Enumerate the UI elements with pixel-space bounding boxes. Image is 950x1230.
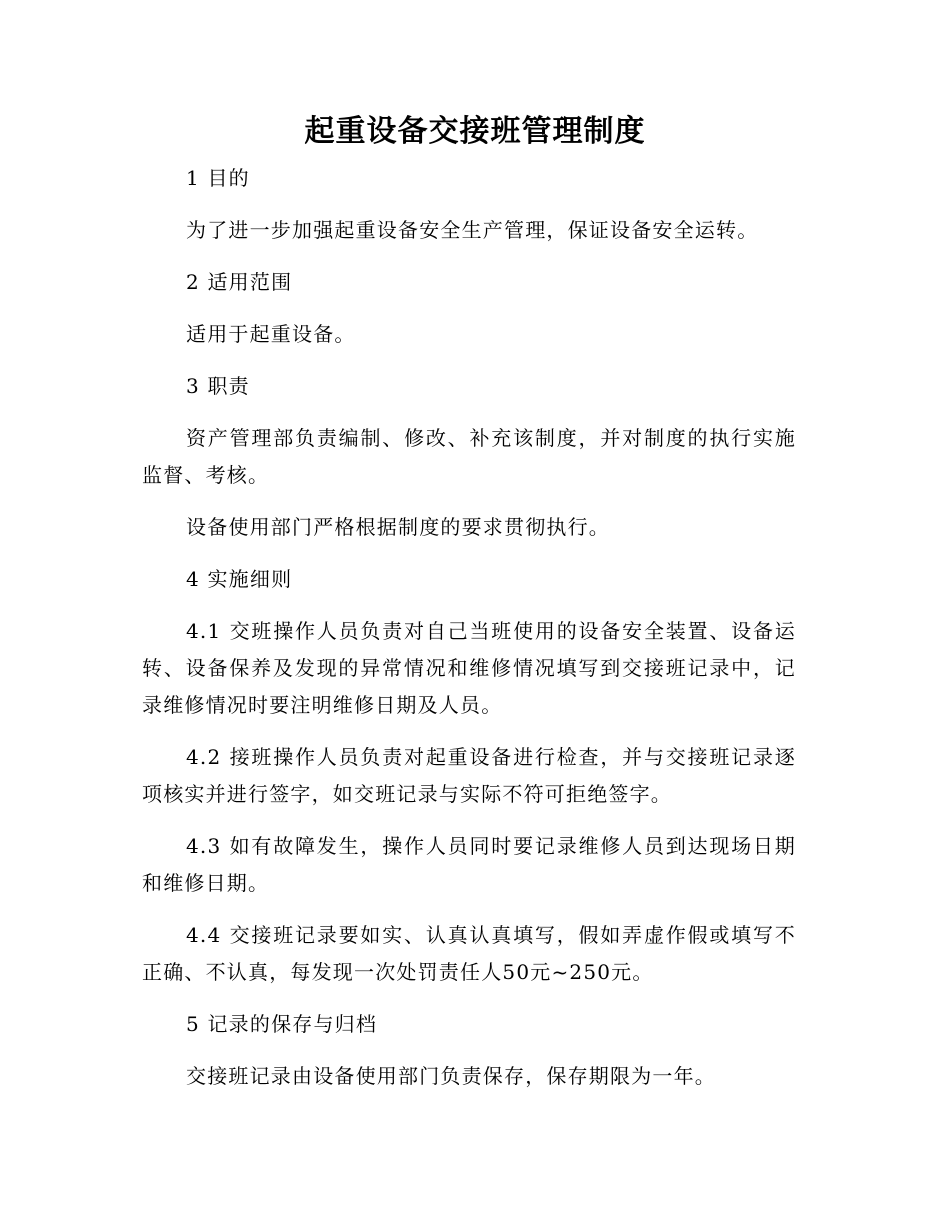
paragraph-scope: 适用于起重设备。 (186, 322, 356, 346)
paragraph-rule-4-2: 4.2 接班操作人员负责对起重设备进行检查，并与交接班记录逐项核实并进行签字，如交班记录与实际不符可拒绝签字。 (142, 745, 796, 806)
paragraph-rule-4-4: 4.4 交接班记录要如实、认真认真填写，假如弄虚作假或填写不正确、不认真，每发现一次处罚责任人50元~250元。 (142, 923, 796, 984)
document-body (142, 160, 796, 1110)
section-heading-scope: 2 适用范围 (186, 270, 293, 294)
section-heading-duties: 3 职责 (186, 374, 250, 398)
paragraph-duties-asset-dept: 资产管理部负责编制、修改、补充该制度，并对制度的执行实施监督、考核。 (142, 426, 796, 487)
section-heading-records: 5 记录的保存与归档 (186, 1012, 378, 1036)
paragraph-duties-user-dept: 设备使用部门严格根据制度的要求贯彻执行。 (186, 515, 610, 539)
paragraph-rule-4-3: 4.3 如有故障发生，操作人员同时要记录维修人员到达现场日期和维修日期。 (142, 834, 796, 895)
paragraph-purpose: 为了进一步加强起重设备安全生产管理，保证设备安全运转。 (186, 218, 759, 242)
document-title: 起重设备交接班管理制度 (304, 114, 646, 149)
paragraph-records: 交接班记录由设备使用部门负责保存，保存期限为一年。 (186, 1064, 716, 1088)
paragraph-rule-4-1: 4.1 交班操作人员负责对自己当班使用的设备安全装置、设备运转、设备保养及发现的异常情况和维修情况填写到交接班记录中，记录维修情况时要注明维修日期及人员。 (142, 619, 796, 717)
section-heading-purpose: 1 目的 (186, 166, 250, 190)
section-heading-rules: 4 实施细则 (186, 567, 293, 591)
